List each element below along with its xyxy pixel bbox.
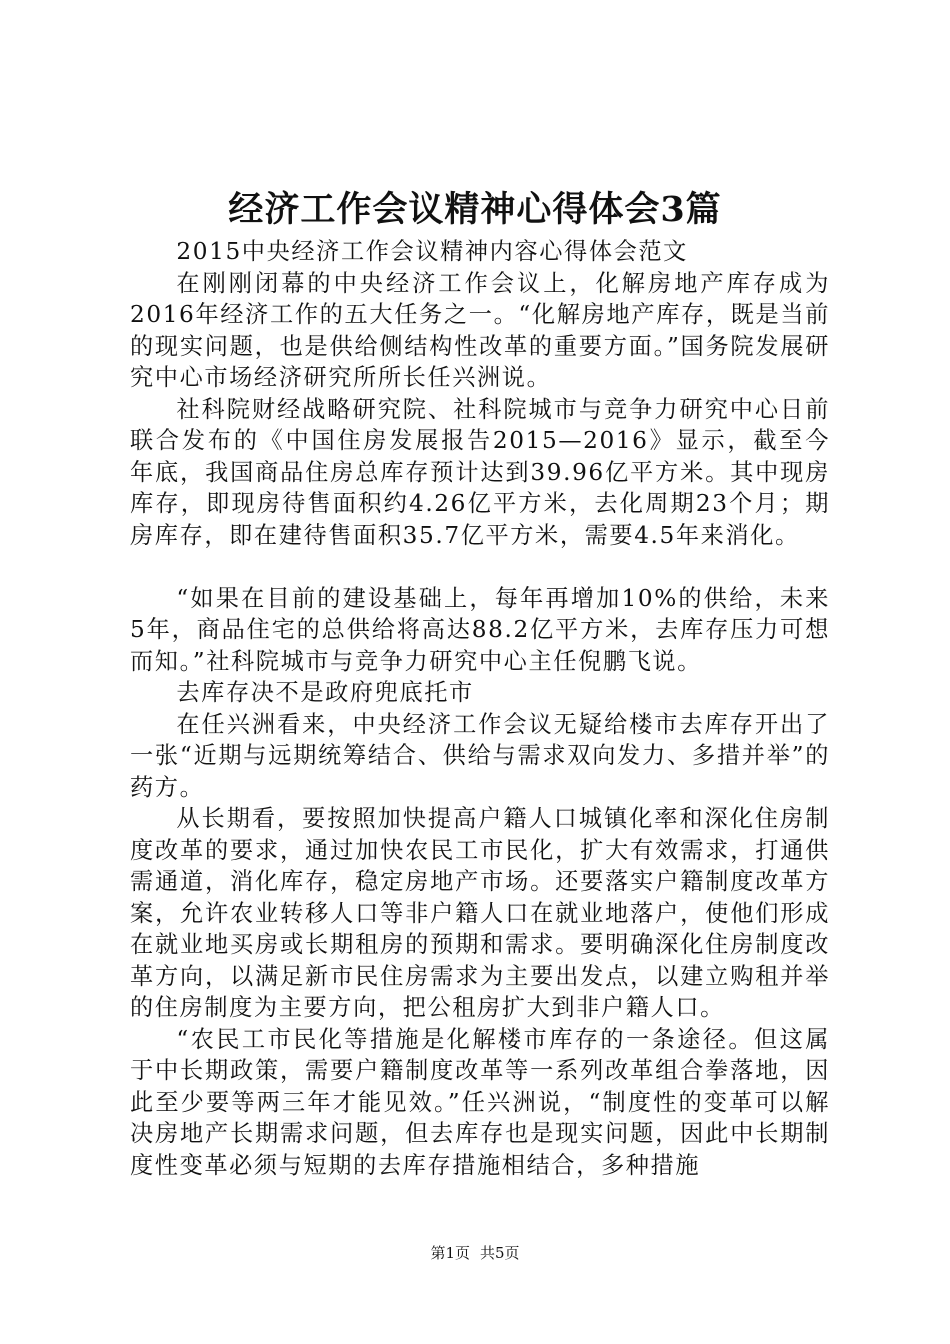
page-footer xyxy=(0,1242,950,1264)
body-paragraph: “如果在目前的建设基础上，每年再增加10%的供给，未来5年，商品住宅的总供给将高达88.2亿平方米，去库存压力可想而知。”社科院城市与竞争力研究中心主任倪鹏飞说。 xyxy=(130,584,830,675)
page-number: 第1页 xyxy=(430,1244,470,1262)
page-total: 共5页 xyxy=(480,1244,520,1262)
body-paragraph: 在任兴洲看来，中央经济工作会议无疑给楼市去库存开出了一张“近期与远期统筹结合、供给与需求双向发力、多措并举”的药方。 xyxy=(130,710,830,801)
body-paragraph: 社科院财经战略研究院、社科院城市与竞争力研究中心日前联合发布的《中国住房发展报告2015—2016》显示，截至今年底，我国商品住房总库存预计达到39.96亿平方米。其中现房库存，即现房待售面积约4.26亿平方米，去化周期23个月；期房库存，即在建待售面积35.7亿平方米，需要4.5年来消化。 xyxy=(130,395,830,549)
document-title: 经济工作会议精神心得体会3篇 xyxy=(228,189,722,230)
document-body xyxy=(130,236,830,1181)
body-paragraph: “农民工市民化等措施是化解楼市库存的一条途径。但这属于中长期政策，需要户籍制度改革等一系列改革组合拳落地，因此至少要等两三年才能见效。”任兴洲说，“制度性的变革可以解决房地产长期需求问题，但去库存也是现实问题，因此中长期制度性变革必须与短期的去库存措施相结合，多种措施 xyxy=(130,1025,830,1179)
body-paragraph: 从长期看，要按照加快提高户籍人口城镇化率和深化住房制度改革的要求，通过加快农民工市民化，扩大有效需求，打通供需通道，消化库存，稳定房地产市场。还要落实户籍制度改革方案，允许农业转移人口等非户籍人口在就业地落户，使他们形成在就业地买房或长期租房的预期和需求。要明确深化住房制度改革方向，以满足新市民住房需求为主要出发点，以建立购租并举的住房制度为主要方向，把公租房扩大到非户籍人口。 xyxy=(130,805,830,1021)
section-heading: 去库存决不是政府兜底托市 xyxy=(176,679,474,706)
body-paragraph: 在刚刚闭幕的中央经济工作会议上，化解房地产库存成为2016年经济工作的五大任务之一。“化解房地产库存，既是当前的现实问题，也是供给侧结构性改革的重要方面。”国务院发展研究中心市场经济研究所所长任兴洲说。 xyxy=(130,269,830,391)
subtitle-paragraph: 2015中央经济工作会议精神内容心得体会范文 xyxy=(176,238,688,265)
